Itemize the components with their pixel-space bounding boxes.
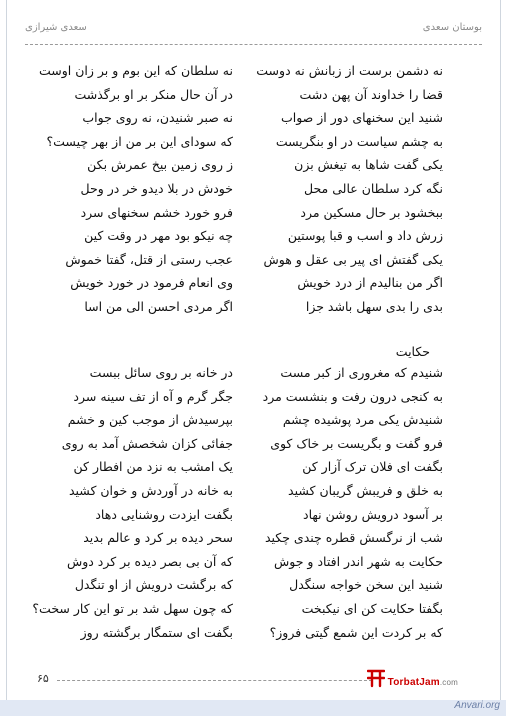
header-divider: [25, 44, 482, 45]
second-hemistich: جگر گرم و آه از تف سینه سرد: [73, 388, 233, 404]
first-hemistich: حکایت به شهر اندر افتاد و جوش: [274, 553, 443, 569]
first-hemistich: یکی گفتش ای پیر بی عقل و هوش: [263, 251, 443, 267]
second-hemistich: وی انعام فرمود در خورد خویش: [70, 275, 233, 291]
second-hemistich: نه سلطان که این بوم و بر زان اوست: [39, 63, 233, 78]
first-hemistich: قضا را خداوند آن پهن دشت: [299, 86, 443, 102]
second-hemistich: بپرسیدش از موجب کین و خشم: [67, 412, 233, 428]
verse-line: [7, 107, 506, 129]
verse-line: [7, 551, 506, 573]
first-hemistich: بدی را بدی سهل باشد جزا: [305, 299, 443, 314]
second-hemistich: بگفت ای ستمگار برگشته روز: [80, 624, 233, 640]
first-hemistich: بر آسود درویش روشن نهاد: [303, 506, 443, 522]
verse-line: [7, 598, 506, 620]
verse-line: [7, 84, 506, 106]
first-hemistich: فرو گفت و بگریست بر خاک کوی: [270, 435, 443, 451]
verse-line: [7, 433, 506, 455]
second-hemistich: یک امشب به نزد من افطار کن: [73, 459, 233, 475]
verse-line: [7, 131, 506, 153]
verse-line: [7, 456, 506, 478]
running-header: [25, 22, 482, 40]
verse-line: [7, 504, 506, 526]
second-hemistich: که آن بی بصر دیده بر کرد دوش: [66, 553, 233, 569]
first-hemistich: بگفتا حکایت کن ای نیکبخت: [301, 601, 443, 616]
verse-line: [7, 272, 506, 294]
verse-line: [7, 202, 506, 224]
second-hemistich: نه صبر شنیدن، نه روی جواب: [82, 110, 233, 126]
author-name: سعدی شیرازی: [25, 22, 87, 33]
first-hemistich: شنید این سخن خواجه سنگدل: [289, 577, 443, 593]
second-hemistich: در آن حال منکر بر او برگذشت: [74, 86, 233, 102]
section-heading: حکایت: [395, 344, 430, 359]
verse-line: [7, 249, 506, 271]
second-hemistich: که برگشت درویش از او تنگدل: [74, 577, 233, 593]
verse-line: [7, 480, 506, 502]
second-hemistich: که چون سهل شد بر تو این کار سخت؟: [32, 601, 233, 616]
logo-text: [388, 677, 458, 688]
second-hemistich: سحر دیده بر کرد و عالم بدید: [83, 530, 233, 546]
verse-line: [7, 362, 506, 384]
page-number: ۶۵: [37, 672, 49, 685]
verse-line: [7, 296, 506, 318]
first-hemistich: به کنجی درون رفت و بنشست مرد: [262, 388, 443, 404]
first-hemistich: اگر من بنالیدم از درد خویش: [297, 275, 443, 291]
second-hemistich: جفائی کزان شخصش آمد به روی: [61, 435, 233, 451]
verse-line: [7, 225, 506, 247]
verse-line: [7, 154, 506, 176]
book-title: بوستان سعدی: [422, 22, 482, 33]
first-hemistich: شنید این سخنهای دور از صواب: [280, 110, 443, 126]
verse-line: [7, 574, 506, 596]
second-hemistich: که سودای این بر من از بهر چیست؟: [46, 133, 233, 149]
second-hemistich: به خانه در آوردش و خوان کشید: [68, 483, 233, 498]
first-hemistich: به خلق و فریبش گریبان کشید: [288, 483, 443, 498]
verse-line: [7, 178, 506, 200]
first-hemistich: زرش داد و اسب و قبا پوستین: [287, 228, 443, 244]
watermark-bar: [0, 700, 506, 716]
second-hemistich: در خانه بر روی سائل ببست: [89, 365, 233, 380]
first-hemistich: که بر کردت این شمع گیتی فروز؟: [269, 624, 443, 640]
first-hemistich: نه دشمن برست از زبانش نه دوست: [256, 63, 443, 78]
first-hemistich: نگه کرد سلطان عالی محل: [304, 181, 443, 196]
first-hemistich: بگفت ای فلان ترک آزار کن: [302, 459, 443, 475]
second-hemistich: ز روی زمین بیخ عمرش بکن: [87, 157, 233, 173]
logo-domain: .com: [439, 678, 458, 687]
first-hemistich: به چشم سیاست در او بنگریست: [275, 133, 443, 149]
watermark-text: Anvari.org: [454, 700, 500, 711]
torbatjam-logo[interactable]: [367, 668, 458, 688]
logo-mark-icon: [367, 668, 385, 688]
second-hemistich: فرو خورد خشم سخنهای سرد: [80, 204, 233, 220]
first-hemistich: شب از نرگسش قطره چندی چکید: [264, 530, 443, 546]
second-hemistich: عجب رستی از قتل، گفتا خموش: [65, 251, 233, 267]
second-hemistich: اگر مردی احسن الی من اسا: [84, 299, 233, 314]
verse-line: [7, 60, 506, 82]
second-hemistich: چه نیکو بود مهر در وقت کین: [84, 228, 233, 244]
first-hemistich: شنیدش یکی مرد پوشیده چشم: [282, 412, 443, 428]
footer-divider: [57, 680, 372, 681]
verse-line: [7, 386, 506, 408]
verse-line: [7, 622, 506, 644]
verse-line: [7, 409, 506, 431]
page: [6, 0, 501, 700]
logo-name: TorbatJam: [387, 677, 440, 688]
first-hemistich: ببخشود بر حال مسکین مرد: [300, 204, 443, 220]
verse-line: [7, 527, 506, 549]
first-hemistich: شنیدم که مغروری از کبر مست: [280, 365, 443, 380]
second-hemistich: خودش در بلا دیدو خر در وحل: [80, 181, 233, 196]
second-hemistich: بگفت ایزدت روشنایی دهاد: [95, 506, 233, 522]
first-hemistich: یکی گفت شاها به تیغش بزن: [294, 157, 443, 173]
